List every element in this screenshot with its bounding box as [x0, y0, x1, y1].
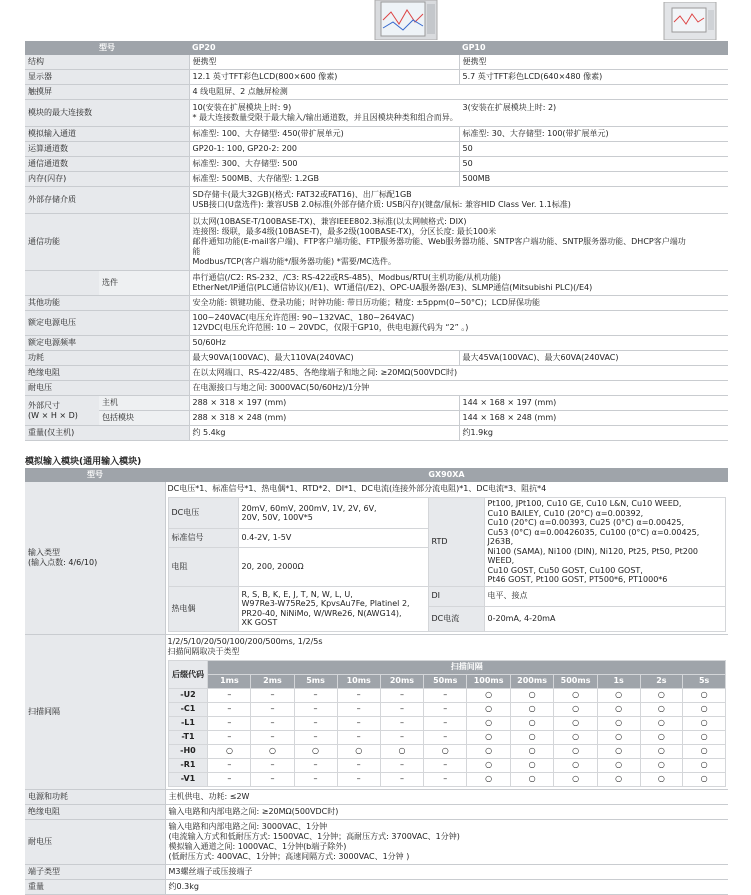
scan-mark: ○ [683, 702, 726, 716]
scan-mark: – [424, 730, 467, 744]
text-line: Modbus/TCP(客户端功能*/服务器功能) *需要/MC选件。 [192, 257, 396, 266]
cell-value [189, 214, 728, 271]
cell-value: 标准型: 300、大存储型: 500 [189, 157, 459, 172]
scan-interval-header: 扫描间隔 [208, 660, 726, 674]
scan-mark: ○ [337, 744, 380, 758]
scan-mark: – [337, 758, 380, 772]
cell-value [189, 271, 728, 296]
scan-mark: – [424, 716, 467, 730]
option-label: 选件 [99, 271, 189, 296]
gp20-product-image [373, 0, 439, 40]
scan-interval-col: 2ms [251, 674, 294, 688]
gp10-product-image [660, 2, 720, 40]
text-line: Cu10 GOST, Cu50 GOST, Cu100 GOST, [487, 565, 643, 575]
text-line: W97Re3-W75Re25, KpvsAu7Fe, Platinel 2, [241, 599, 410, 608]
cell-value: 约 5.4kg [189, 426, 459, 441]
cell-value: 12.1 英寸TFT彩色LCD(800×600 像素) [189, 70, 459, 85]
cell-value: 5.7 英寸TFT彩色LCD(640×480 像素) [459, 70, 728, 85]
scan-mark: ○ [640, 730, 683, 744]
scan-mark: – [294, 688, 337, 702]
text-line: Pt100, JPt100, Cu10 GE, Cu10 L&N, Cu10 WEED, [487, 499, 682, 508]
scan-row [168, 772, 726, 786]
scan-mark: – [380, 702, 423, 716]
scan-mark: – [208, 688, 251, 702]
cell-value [484, 498, 726, 587]
scan-mark: ○ [467, 744, 510, 758]
cell-value: 50/60Hz [189, 336, 728, 351]
scan-mark: – [380, 758, 423, 772]
cell-value: 安全功能: 锁键功能、登录功能；时钟功能: 带日历功能；精度: ±5ppm(0~50°C)；LCD屏保功能 [189, 296, 728, 311]
sub-label: 热电偶 [168, 586, 238, 631]
cell-value: 50 [459, 142, 728, 157]
scan-mark: ○ [640, 716, 683, 730]
sub-label: 主机 [99, 396, 189, 411]
scan-mark: – [208, 772, 251, 786]
scan-interval-col: 10ms [337, 674, 380, 688]
scan-mark: – [380, 688, 423, 702]
scan-mark: ○ [640, 702, 683, 716]
cell-value: 标准型: 100、大存储型: 450(带扩展单元) [189, 127, 459, 142]
scan-interval-col: 200ms [510, 674, 553, 688]
scan-mark: ○ [640, 772, 683, 786]
scan-mark: ○ [597, 744, 640, 758]
label-line: 输入类型 [28, 547, 60, 557]
scan-mark: ○ [510, 758, 553, 772]
scan-mark: – [424, 688, 467, 702]
cell-value: 最大90VA(100VAC)、最大110VA(240VAC) [189, 351, 459, 366]
cell-value: 约0.3kg [165, 879, 728, 894]
cell-value: 电平、接点 [484, 586, 726, 606]
text-line: 连接图: 级联，最多4级(10BASE-T)，最多2级(100BASE-TX)，分区长度: 最长100米 [192, 227, 497, 236]
scan-mark: ○ [467, 758, 510, 772]
scan-mark: – [294, 716, 337, 730]
row-label: 模拟输入通道 [25, 127, 189, 142]
cell-value: 0.4-2V, 1-5V [238, 529, 428, 548]
suffix-code: -H0 [168, 744, 208, 758]
scan-mark: ○ [683, 730, 726, 744]
model-value-header: GX90XA [165, 468, 728, 482]
gp10-header: GP10 [459, 41, 728, 55]
row-label: 显示器 [25, 70, 189, 85]
scan-mark: – [337, 716, 380, 730]
text-line: 20mV, 60mV, 200mV, 1V, 2V, 6V, [241, 503, 377, 513]
text-line: 能 [192, 247, 201, 256]
scan-mark: ○ [597, 716, 640, 730]
scan-mark: ○ [597, 730, 640, 744]
input-type-table [168, 497, 727, 632]
scan-mark: – [294, 730, 337, 744]
cell-value: 主机供电、功耗: ≤2W [165, 789, 728, 804]
scan-mark: ○ [640, 758, 683, 772]
label-line: (输入点数: 4/6/10) [28, 557, 98, 567]
scan-mark: ○ [554, 730, 597, 744]
row-label: 耐电压 [25, 381, 189, 396]
text-line: Pt46 GOST, Pt100 GOST, PT500*6, PT1000*6 [487, 575, 668, 584]
row-label [25, 482, 165, 634]
row-label: 外部存储介质 [25, 187, 189, 214]
text-line: EtherNet/IP通信(PLC通信协议)(/E1)、WT通信(/E2)、OPC-UA服务器(/E3)、SLMP通信(Mitsubishi PLC)(/E4) [192, 283, 593, 292]
suffix-code-header: 后缀代码 [168, 660, 208, 688]
scan-mark: ○ [467, 772, 510, 786]
sub-label: 标准信号 [168, 529, 238, 548]
row-label: 结构 [25, 55, 189, 70]
scan-interval-col: 100ms [467, 674, 510, 688]
text-line: SD存储卡(最大32GB)(格式: FAT32或FAT16)、出厂标配1GB [192, 190, 412, 199]
cell-value: GP20-1: 100, GP20-2: 200 [189, 142, 459, 157]
scan-mark: – [424, 758, 467, 772]
row-label: 模块的最大连接数 [25, 100, 189, 127]
scan-mark: – [380, 730, 423, 744]
cell-value: 288 × 318 × 248 (mm) [189, 411, 459, 426]
cell-value: 标准型: 500MB、大存储型: 1.2GB [189, 172, 459, 187]
scan-mark: ○ [467, 730, 510, 744]
scan-mark: ○ [294, 744, 337, 758]
scan-mark: ○ [510, 772, 553, 786]
scan-interval-col: 5s [683, 674, 726, 688]
scan-mark: ○ [597, 758, 640, 772]
suffix-code: -L1 [168, 716, 208, 730]
cell-value: 20, 200, 2000Ω [238, 547, 428, 586]
scan-mark: ○ [251, 744, 294, 758]
scan-mark: ○ [554, 772, 597, 786]
sub-label: DC电流 [428, 606, 484, 631]
row-label [25, 396, 99, 426]
cell-value: 4 线电阻屏、2 点触屏检测 [189, 85, 728, 100]
module-table [25, 468, 728, 895]
section-title: 模拟输入模块(通用输入模块) [25, 457, 142, 467]
suffix-code: -V1 [168, 772, 208, 786]
text-line: 20V, 50V, 100V*5 [241, 513, 313, 523]
text-line: Cu10 BAILEY, Cu10 (20°C) α=0.00392, [487, 508, 644, 518]
gp10-value: 3(安装在扩展模块上时: 2) [462, 103, 557, 112]
scan-mark: ○ [597, 688, 640, 702]
scan-mark: ○ [510, 702, 553, 716]
scan-mark: ○ [683, 744, 726, 758]
scan-row [168, 716, 726, 730]
cell-value: 标准型: 30、大存储型: 100(带扩展单元) [459, 127, 728, 142]
cell-value: 输入电路和内部电路之间: ≥20MΩ(500VDC时) [165, 804, 728, 819]
scan-mark: ○ [554, 744, 597, 758]
scan-mark: ○ [554, 688, 597, 702]
row-label: 重量(仅主机) [25, 426, 189, 441]
scan-row [168, 688, 726, 702]
scan-mark: ○ [554, 716, 597, 730]
text-line: Cu10 (20°C) α=0.00393, Cu25 (0°C) α=0.00425, [487, 518, 685, 527]
cell-value [189, 187, 728, 214]
gp20-header: GP20 [189, 41, 459, 55]
text-line: 1/2/5/10/20/50/100/200/500ms, 1/2/5s [167, 636, 323, 646]
scan-mark: ○ [640, 688, 683, 702]
sub-label: DI [428, 586, 484, 606]
cell-value: 最大45VA(100VAC)、最大60VA(240VAC) [459, 351, 728, 366]
scan-mark: – [424, 772, 467, 786]
text-line: 以太网(10BASE-T/100BASE-TX)、兼容IEEE802.3标准(以太网帧格式: DIX) [192, 217, 467, 226]
scan-mark: ○ [424, 744, 467, 758]
row-label: 扫描间隔 [25, 634, 165, 789]
text-line: 100~240VAC(电压允许范围: 90~132VAC、180~264VAC) [192, 313, 415, 322]
scan-mark: – [380, 772, 423, 786]
cell-value: M3螺丝端子或压接端子 [165, 864, 728, 879]
suffix-code: -U2 [168, 688, 208, 702]
scan-mark: ○ [683, 772, 726, 786]
row-label: 电源和功耗 [25, 789, 165, 804]
scan-mark: ○ [510, 716, 553, 730]
gp20-value: 10(安装在扩展模块上时: 9) [192, 103, 292, 112]
scan-mark: ○ [683, 758, 726, 772]
suffix-code: -C1 [168, 702, 208, 716]
scan-mark: ○ [554, 758, 597, 772]
cell-value: 50 [459, 157, 728, 172]
scan-interval-col: 1ms [208, 674, 251, 688]
scan-mark: – [208, 716, 251, 730]
scan-interval-col: 500ms [554, 674, 597, 688]
sub-label: 包括模块 [99, 411, 189, 426]
suffix-code: -T1 [168, 730, 208, 744]
scan-mark: – [424, 702, 467, 716]
scan-mark: – [208, 702, 251, 716]
scan-interval-col: 2s [640, 674, 683, 688]
row-label: 功耗 [25, 351, 189, 366]
scan-mark: – [337, 772, 380, 786]
cell-value: 500MB [459, 172, 728, 187]
text-line: 输入电路和内部电路之间: 3000VAC、1分钟 [168, 821, 328, 831]
scan-interval-table [168, 660, 727, 787]
scan-interval-col: 50ms [424, 674, 467, 688]
scan-row [168, 758, 726, 772]
row-label: 其他功能 [25, 296, 189, 311]
model-header: 型号 [25, 41, 189, 55]
scan-interval-col: 1s [597, 674, 640, 688]
cell-value: 144 × 168 × 197 (mm) [459, 396, 728, 411]
text-line: XK GOST [241, 618, 278, 627]
cell-value: 便携型 [459, 55, 728, 70]
text-line: PR20-40, NiNiMo, W/WRe26, N(AWG14), [241, 608, 402, 618]
scan-mark: – [294, 772, 337, 786]
text-line: 12VDC(电压允许范围: 10 ~ 20VDC，仅限于GP10，供电电源代码为 “2” 。) [192, 323, 469, 332]
row-label: 绝缘电阻 [25, 804, 165, 819]
scan-mark: ○ [597, 702, 640, 716]
cell-value: 144 × 168 × 248 (mm) [459, 411, 728, 426]
scan-mark: ○ [554, 702, 597, 716]
scan-mark: – [294, 702, 337, 716]
text-line: Cu53 (0°C) α=0.00426035, Cu100 (0°C) α=0.00425, J263B, [487, 527, 700, 546]
input-type-summary: DC电压*1、标准信号*1、热电偶*1、RTD*2、DI*1、DC电流(连接外部分流电阻)*1、DC电流*3、阻抗*4 [167, 484, 547, 493]
cell-value: 约1.9kg [459, 426, 728, 441]
spec-table [25, 41, 728, 441]
row-label: 通信功能 [25, 214, 189, 271]
sub-label: DC电压 [168, 498, 238, 529]
scan-mark: – [294, 758, 337, 772]
scan-mark: ○ [683, 716, 726, 730]
scan-interval-col: 5ms [294, 674, 337, 688]
cell-value [165, 819, 728, 864]
row-label: 运算通道数 [25, 142, 189, 157]
cell-value: 在以太网端口、RS-422/485、各绝缘端子和地之间: ≥20MΩ(500VDC时) [189, 366, 728, 381]
scan-interval-col: 20ms [380, 674, 423, 688]
cell-value [165, 482, 728, 634]
scan-mark: – [251, 716, 294, 730]
sub-label: RTD [428, 498, 484, 587]
scan-mark: – [208, 758, 251, 772]
label-line: (W × H × D) [28, 410, 78, 420]
scan-mark: ○ [640, 744, 683, 758]
cell-value: 288 × 318 × 197 (mm) [189, 396, 459, 411]
scan-mark: – [337, 688, 380, 702]
cell-value: 在电源接口与地之间: 3000VAC(50/60Hz)/1分钟 [189, 381, 728, 396]
scan-mark: ○ [510, 744, 553, 758]
scan-mark: ○ [208, 744, 251, 758]
text-line: R, S, B, K, E, J, T, N, W, L, U, [241, 589, 353, 599]
scan-mark: ○ [467, 702, 510, 716]
row-label: 耐电压 [25, 819, 165, 864]
cell-value [238, 586, 428, 631]
cell-value [189, 311, 728, 336]
row-label: 端子类型 [25, 864, 165, 879]
scan-mark: – [251, 758, 294, 772]
model-header: 型号 [25, 468, 165, 482]
cell-value: 便携型 [189, 55, 459, 70]
row-label: 额定电源电压 [25, 311, 189, 336]
scan-row [168, 730, 726, 744]
label-line: 外部尺寸 [28, 400, 60, 410]
scan-row [168, 702, 726, 716]
cell-value: 0-20mA, 4-20mA [484, 606, 726, 631]
scan-mark: ○ [380, 744, 423, 758]
text-line: (电流输入方式和低耐压方式: 1500VAC、1分钟；高耐压方式: 3700VAC、1分钟) [168, 831, 460, 841]
row-label: 重量 [25, 879, 165, 894]
row-label: 绝缘电阻 [25, 366, 189, 381]
sub-label: 电阻 [168, 547, 238, 586]
scan-mark: ○ [467, 688, 510, 702]
scan-mark: ○ [467, 716, 510, 730]
cell-value [238, 498, 428, 529]
text-line: (低耐压方式: 400VAC、1分钟；高速间隔方式: 3000VAC、1分钟 ) [168, 851, 410, 861]
text-line: 邮件通知功能(E-mail客户端)、FTP客户端功能、FTP服务器功能、Web服务器功能、SNTP客户端功能、SNTP服务器功能、DHCP客户端功 [192, 237, 686, 246]
row-label: 内存(闪存) [25, 172, 189, 187]
scan-mark: – [337, 702, 380, 716]
text-line: 扫描间隔取决于类型 [167, 646, 240, 656]
text-line: 串行通信(/C2: RS-232、/C3: RS-422或RS-485)、Modbus/RTU(主机功能/从机功能) [192, 273, 501, 282]
scan-mark: – [251, 702, 294, 716]
scan-mark: ○ [683, 688, 726, 702]
suffix-code: -R1 [168, 758, 208, 772]
scan-mark: ○ [510, 688, 553, 702]
scan-mark: – [251, 730, 294, 744]
text-line: USB接口(U盘选件): 兼容USB 2.0标准(外部存储介质: USB闪存)(键盘/鼠标: 兼容HID Class Ver. 1.1标准) [192, 200, 571, 209]
row-label: 通信通道数 [25, 157, 189, 172]
scan-mark: ○ [597, 772, 640, 786]
scan-mark: – [251, 772, 294, 786]
scan-mark: – [380, 716, 423, 730]
scan-row [168, 744, 726, 758]
text-line: Ni100 (SAMA), Ni100 (DIN), Ni120, Pt25, Pt50, Pt200 WEED, [487, 546, 699, 565]
note-text: * 最大连接数量受限于最大输入/输出通道数，并且因模块种类和组合而异。 [192, 113, 458, 122]
scan-mark: – [337, 730, 380, 744]
scan-mark: – [208, 730, 251, 744]
cell-value [165, 634, 728, 789]
row-label: 额定电源频率 [25, 336, 189, 351]
row-label: 触摸屏 [25, 85, 189, 100]
scan-mark: ○ [510, 730, 553, 744]
cell-value [189, 100, 728, 127]
scan-mark: – [251, 688, 294, 702]
text-line: 模拟输入通道之间: 1000VAC、1分钟(b端子除外) [168, 841, 347, 851]
